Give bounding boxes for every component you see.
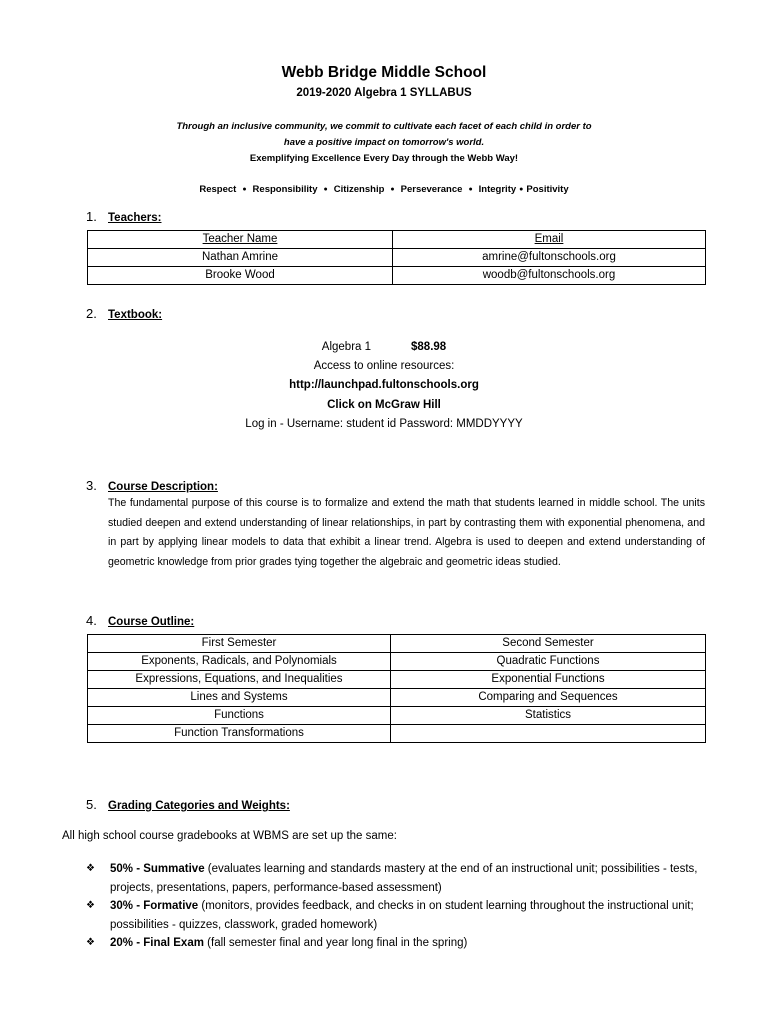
table-cell: woodb@fultonschools.org [393,267,706,285]
diamond-bullet-icon: ❖ [86,900,95,911]
section-heading-textbook: Textbook: [108,309,163,321]
table-row [88,725,706,743]
table-row [88,671,706,689]
grading-list [86,860,726,953]
section-number: 2. [86,306,97,321]
value-item: Perseverance [400,184,463,195]
school-title: Webb Bridge Middle School [281,64,487,81]
table-cell: Quadratic Functions [391,653,706,671]
bullet-dot-icon: ● [519,185,524,193]
textbook-title-line [0,341,768,353]
diamond-bullet-icon: ❖ [86,863,95,874]
core-values [0,184,768,195]
bullet-dot-icon: ● [390,185,395,193]
grading-intro: All high school course gradebooks at WBMS are set up the same: [62,830,397,842]
table-cell: Function Transformations [88,725,391,743]
grading-detail: (monitors, provides feedback, and checks in on student learning throughout the instructional unit; possibilities - quizzes, classwork, graded homework) [110,900,694,931]
grading-detail: (fall semester final and year long final in the spring) [203,937,468,949]
motto: Exemplifying Excellence Every Day through the Webb Way! [249,153,519,164]
grading-weight: 30% - Formative [110,900,199,912]
table-cell: Statistics [391,707,706,725]
list-item [86,897,726,934]
column-header: First Semester [88,635,391,653]
list-item [86,860,726,897]
section-number: 3. [86,478,97,493]
syllabus-subtitle: 2019-2020 Algebra 1 SYLLABUS [296,87,472,99]
value-item: Responsibility [252,184,318,195]
table-cell: amrine@fultonschools.org [393,249,706,267]
value-item: Citizenship [333,184,385,195]
grading-detail: (evaluates learning and standards mastery at the end of an instructional unit; possibilities - tests, projects, presentations, papers, performance-based assessment) [110,863,698,894]
value-item: Integrity [478,184,517,195]
value-item: Respect [199,184,237,195]
table-cell: Comparing and Sequences [391,689,706,707]
mission-line-2: have a positive impact on tomorrow's world. [283,137,485,148]
section-heading-grading: Grading Categories and Weights: [108,800,290,812]
table-row [88,267,706,285]
table-cell: Exponential Functions [391,671,706,689]
diamond-bullet-icon: ❖ [86,937,95,948]
section-number: 4. [86,613,97,628]
table-cell: Brooke Wood [88,267,393,285]
section-heading-teachers: Teachers: [108,212,162,224]
teachers-table [87,230,706,285]
bullet-dot-icon: ● [323,185,328,193]
table-row [88,653,706,671]
section-heading-outline: Course Outline: [108,616,195,628]
resource-url: http://launchpad.fultonschools.org [289,379,479,391]
column-header: Teacher Name [88,231,393,249]
value-item: Positivity [526,184,569,195]
bullet-dot-icon: ● [242,185,247,193]
mission-line-1: Through an inclusive community, we commit to cultivate each facet of each child in order to [176,121,592,132]
course-description-text: The fundamental purpose of this course is to formalize and extend the math that students learned in middle school. The units studied deepen and extend understanding of linear relationships, in part by contrasting them with exponential phenomena, and in part by applying linear models to data that exhibit a linear trend. Algebra is used to deepen and extend understanding of geometric knowledge from prior grades tying together the algebraic and geometric ideas studied. [108,497,705,568]
table-row [88,707,706,725]
textbook-price: $88.98 [411,341,447,353]
section-number: 5. [86,797,97,812]
column-header: Second Semester [391,635,706,653]
table-row [88,249,706,267]
table-cell: Lines and Systems [88,689,391,707]
section-number: 1. [86,209,97,224]
login-instruction: Log in - Username: student id Password: MMDDYYYY [245,418,523,430]
grading-weight: 50% - Summative [110,863,205,875]
bullet-dot-icon: ● [468,185,473,193]
table-cell: Functions [88,707,391,725]
table-cell: Exponents, Radicals, and Polynomials [88,653,391,671]
table-header-row [88,231,706,249]
table-header-row [88,635,706,653]
list-item [86,934,726,953]
table-row [88,689,706,707]
grading-weight: 20% - Final Exam [110,937,204,949]
column-header: Email [393,231,706,249]
table-cell: Expressions, Equations, and Inequalities [88,671,391,689]
online-access-label: Access to online resources: [313,360,455,372]
click-instruction: Click on McGraw Hill [327,399,441,411]
table-cell [391,725,706,743]
course-outline-table [87,634,706,743]
table-cell: Nathan Amrine [88,249,393,267]
textbook-name: Algebra 1 [321,341,372,353]
section-heading-description: Course Description: [108,481,218,493]
